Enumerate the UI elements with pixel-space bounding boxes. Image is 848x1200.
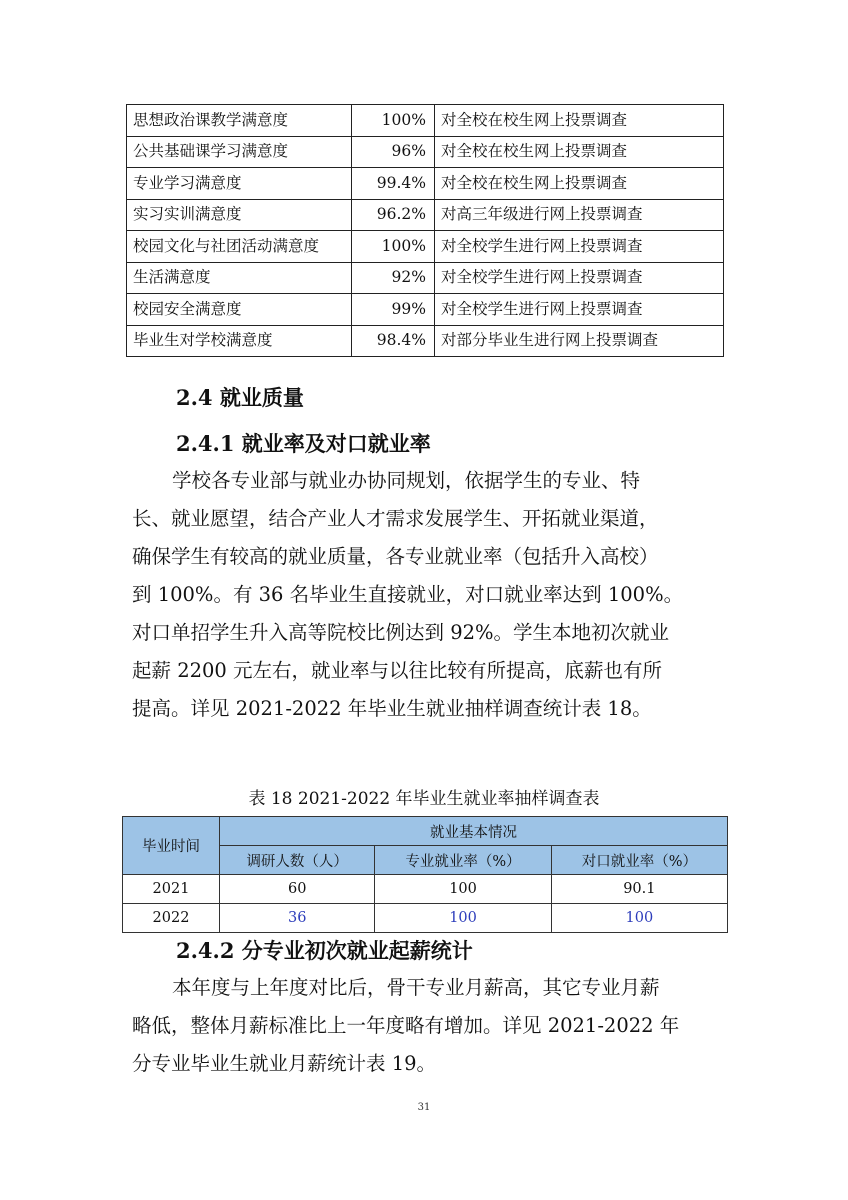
survey-item-cell: 生活满意度 [127,262,352,294]
paragraph-line: 确保学生有较高的就业质量，各专业就业率（包括升入高校） [132,545,659,568]
paragraph-line: 本年度与上年度对比后，骨干专业月薪高，其它专业月薪 [172,976,660,999]
survey-item-cell: 实习实训满意度 [127,199,352,231]
paragraph-employment-rate [132,462,720,772]
survey-value-cell: 98.4% [352,325,435,357]
survey-method-cell: 对高三年级进行网上投票调查 [435,199,724,231]
cell-year: 2021 [123,875,220,904]
paragraph-line: 对口单招学生升入高等院校比例达到 92%。学生本地初次就业 [132,621,670,644]
survey-item-cell: 思想政治课教学满意度 [127,105,352,137]
cell-match-rate: 100 [551,904,727,933]
survey-item-cell: 公共基础课学习满意度 [127,136,352,168]
paragraph-line: 到 100%。有 36 名毕业生直接就业，对口就业率达到 100%。 [132,583,684,606]
table-row [127,136,724,168]
paragraph-starting-salary [132,969,720,1089]
paragraph-line: 起薪 2200 元左右，就业率与以往比较有所提高，底薪也有所 [132,659,663,682]
table-row [127,294,724,326]
cell-major-rate: 100 [375,904,551,933]
survey-method-cell: 对全校学生进行网上投票调查 [435,231,724,263]
table-row [127,168,724,200]
paragraph-line: 学校各专业部与就业办协同规划，依据学生的专业、特 [172,469,641,492]
paragraph-line: 分专业毕业生就业月薪统计表 19。 [132,1052,437,1075]
survey-value-cell: 96% [352,136,435,168]
col-header-surveyed: 调研人数（人） [220,846,375,875]
paragraph-line: 略低，整体月薪标准比上一年度略有增加。详见 2021-2022 年 [132,1014,680,1037]
page-number: 31 [417,1102,431,1113]
table-row [127,325,724,357]
survey-method-cell: 对全校在校生网上投票调查 [435,168,724,200]
survey-method-cell: 对部分毕业生进行网上投票调查 [435,325,724,357]
survey-item-cell: 毕业生对学校满意度 [127,325,352,357]
survey-method-cell: 对全校在校生网上投票调查 [435,105,724,137]
paragraph-line: 提高。详见 2021-2022 年毕业生就业抽样调查统计表 18。 [132,697,652,720]
heading-2-4: 2.4 就业质量 [176,385,304,410]
table-row [123,904,728,933]
paragraph-line: 长、就业愿望，结合产业人才需求发展学生、开拓就业渠道， [132,507,659,530]
survey-value-cell: 99% [352,294,435,326]
col-header-match-rate: 对口就业率（%） [551,846,727,875]
satisfaction-table [126,104,724,357]
survey-value-cell: 96.2% [352,199,435,231]
survey-item-cell: 专业学习满意度 [127,168,352,200]
cell-year: 2022 [123,904,220,933]
table-row [123,875,728,904]
survey-item-cell: 校园文化与社团活动满意度 [127,231,352,263]
table-row [127,231,724,263]
survey-method-cell: 对全校学生进行网上投票调查 [435,262,724,294]
survey-method-cell: 对全校在校生网上投票调查 [435,136,724,168]
survey-value-cell: 99.4% [352,168,435,200]
heading-2-4-1: 2.4.1 就业率及对口就业率 [176,431,431,456]
col-header-major-rate: 专业就业率（%） [375,846,551,875]
col-header-year: 毕业时间 [123,817,220,875]
table-row [127,199,724,231]
heading-2-4-2: 2.4.2 分专业初次就业起薪统计 [176,938,473,963]
group-header: 就业基本情况 [220,817,728,846]
survey-item-cell: 校园安全满意度 [127,294,352,326]
employment-rate-table [122,816,728,933]
table-18-caption: 表 18 2021-2022 年毕业生就业率抽样调查表 [248,789,600,809]
survey-method-cell: 对全校学生进行网上投票调查 [435,294,724,326]
cell-surveyed: 60 [220,875,375,904]
cell-match-rate: 90.1 [551,875,727,904]
survey-value-cell: 100% [352,105,435,137]
cell-surveyed: 36 [220,904,375,933]
table-row [127,105,724,137]
table-row [127,262,724,294]
survey-value-cell: 92% [352,262,435,294]
cell-major-rate: 100 [375,875,551,904]
survey-value-cell: 100% [352,231,435,263]
